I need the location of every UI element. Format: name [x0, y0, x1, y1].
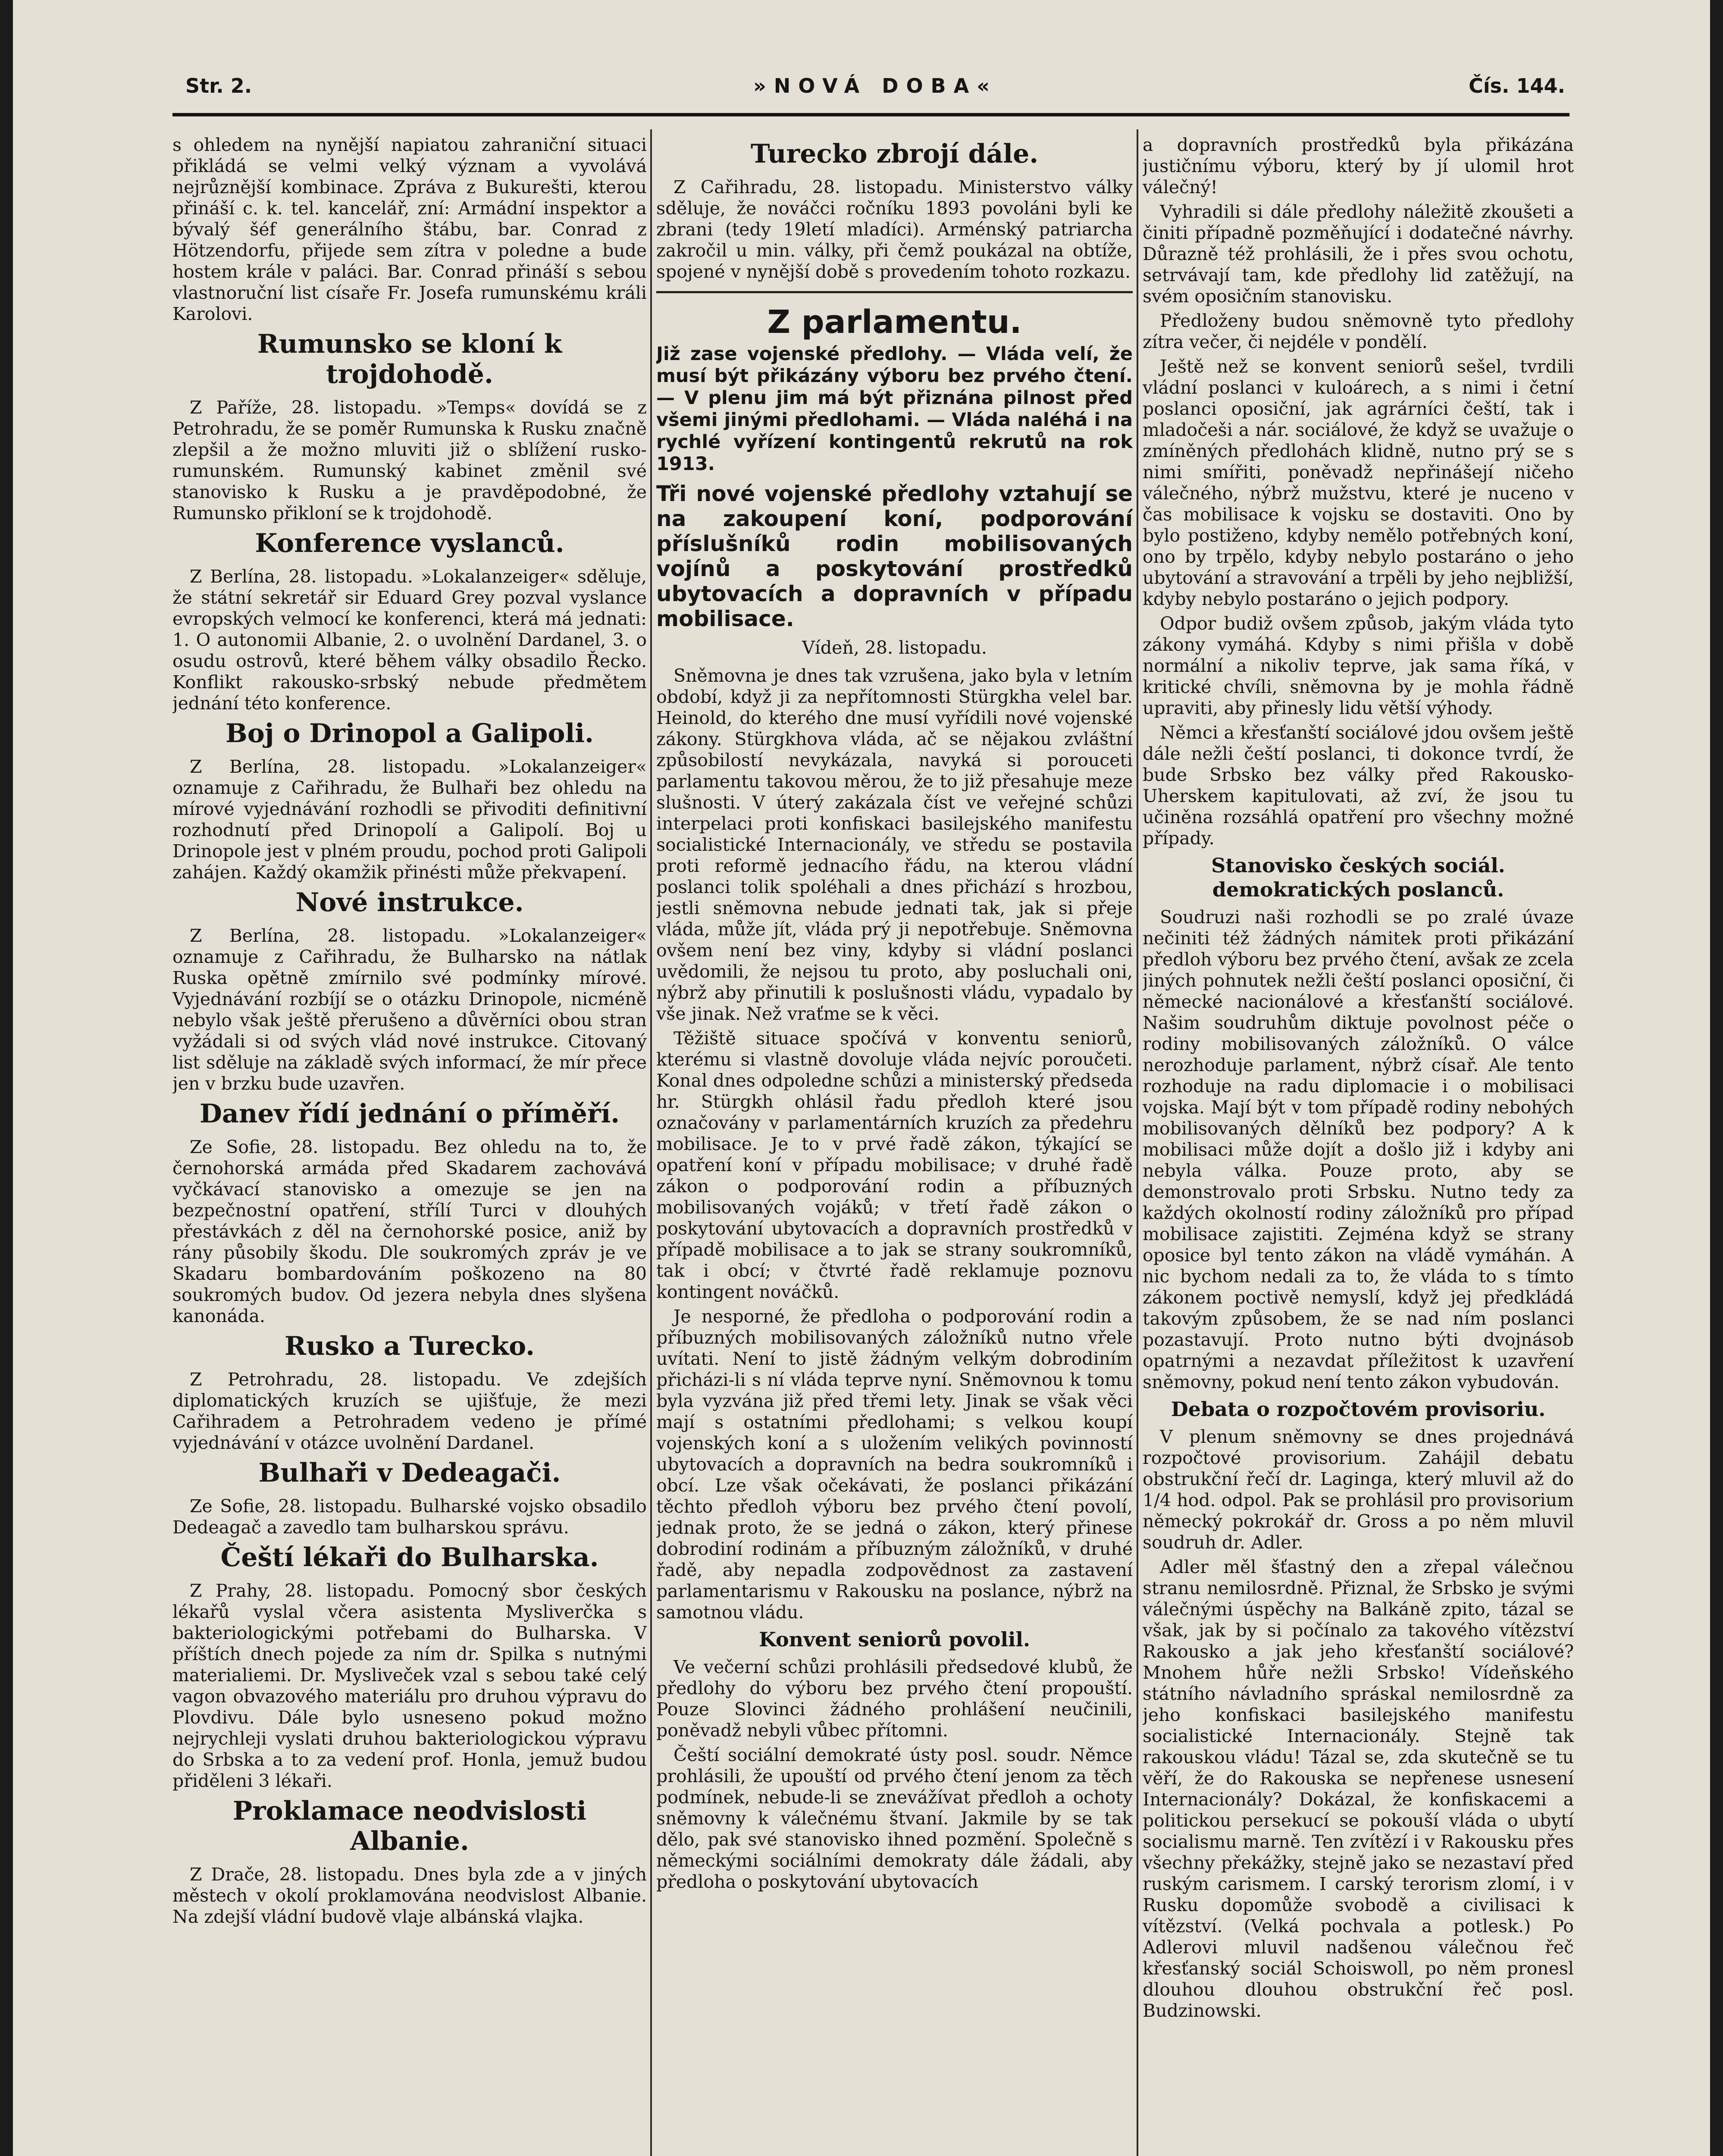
newspaper-title: »NOVÁ DOBA« [753, 74, 997, 97]
article-paragraph: Z Petrohradu, 28. listopadu. Ve zdejších diplomatických kruzích se ujišťuje, že mezi Cařihradem a Petrohradem vedeno je přímé vyjednávání v otázce uvolnění Dardanel. [172, 1369, 647, 1453]
article-paragraph: Předloženy budou sněmovně tyto předlohy zítra večer, či nejdéle v pondělí. [1143, 310, 1574, 352]
article-paragraph: Němci a křesťanští sociálové jdou ovšem ještě dále nežli čeští poslanci, ti dokonce tvrdí, že bude Srbsko bez války před Rakousko-Uherskem kapitulovati, až zví, že jsou tu učiněna rozsáhlá opatření pro všechny možné případy. [1143, 722, 1574, 849]
article-paragraph: Ze Sofie, 28. listopadu. Bez ohledu na to, že černohorská armáda před Skadarem zachovává vyčkávací stanovisko a omezuje se jen na bezpečnostní opatření, střílí Turci v dlouhých přestávkách z děl na černohorské posice, aniž by rány působily škodu. Dle soukromých zpráv je ve Skadaru bombardováním poškozeno na 80 soukromých budov. Od jezera nebyla dnes slyšena kanonáda. [172, 1137, 647, 1326]
headline: Rusko a Turecko. [284, 1331, 535, 1361]
headline: Nové instrukce. [295, 887, 524, 918]
headline: Bulhaři v Dedeagači. [258, 1458, 561, 1488]
article-separator [656, 291, 1133, 293]
column-divider [650, 129, 652, 2156]
subheadline: Konvent seniorů povolil. [759, 1628, 1030, 1651]
scan-left-edge [0, 0, 13, 2156]
masthead [185, 74, 1565, 104]
article-paragraph: Z Drače, 28. listopadu. Dnes byla zde a v jiných městech v okolí proklamována neodvislost Albanie. Na zdejší vládní budově vlaje albánská vlajka. [172, 1864, 647, 1927]
article-paragraph: Z Prahy, 28. listopadu. Pomocný sbor českých lékařů vyslal včera asistenta Mysliverčka s bakteriologickými potřebami do Bulharska. V příštích dnech pojede za ním dr. Spilka s nutnými materialiemi. Dr. Mysliveček vzal s sebou také celý vagon obvazového materiálu pro druhou výpravu do Plovdivu. Dále bylo usneseno pokud možno nejrychleji vyslati druhou bakteriologickou výpravu do Srbska a to za vedení prof. Honla, jemuž budou přiděleni 3 lékaři. [172, 1580, 647, 1791]
article-paragraph: Sněmovna je dnes tak vzrušena, jako byla v letním období, když ji za nepřítomnosti Stürgkha velel bar. Heinold, do kterého dne musí vyřídili nové vojenské zákony. Stürgkhova vláda, ač se nějakou zvláštní způsobilostí nevykázala, navyká si porouceti parlamentu takovou měrou, že to již přesahuje meze slušnosti. V úterý zakázala číst ve veřejné schůzi interpelaci proti konfiskaci basilejského manifestu socialistické Internacionály, ve středu se postavila proti reformě jednacího řádu, na kterou vládní poslanci tolik spoléhali a dnes přichází s hrozbou, jestli sněmovna nebude jednati tak, jak si přeje vláda, může jít, vláda prý ji nepotřebuje. Sněmovna ovšem není bez viny, kdyby si vládní poslanci uvědomili, že nejsou tu proto, aby posluchali oni, nýbrž aby přinutili k poslušnosti vládu, vypadalo by vše jinak. Než vraťme se k věci. [656, 665, 1133, 1024]
headline: Danev řídí jednání o příměří. [199, 1099, 620, 1129]
article-paragraph: Je nesporné, že předloha o podporování rodin a příbuzných mobilisovaných záložníků nutno vřele uvítati. Není to jistě žádným velkým dobrodiním přicházi-li s ní vláda teprve nyní. Sněmovnou k tomu byla vyzvána již před třemi lety. Jinak se však věci mají s ostatními předlohami; s velkou koupí vojenských koní a s uložením velikých povinností ubytovacích a dopravních na bedra soukromníků i obcí. Lze však očekávati, že poslanci přikázání těchto předloh výboru bez prvého čtení povolí, jednak proto, že se jedná o zákon, který přinese dobrodiní rodinám a příbuzným záložníků, v druhé řadě, aby nepadla zodpovědnost za zastavení parlamentarismu v Rakousku na poslance, nýbrž na samotnou vládu. [656, 1306, 1133, 1623]
article-paragraph: Vyhradili si dále předlohy náležitě zkoušeti a činiti případně pozměňující i dodatečné návrhy. Důrazně též prohlásili, že i přes svou ochotu, setrvávají tam, kde předlohy lid zatěžují, na svém oposičním stanovisku. [1143, 201, 1574, 307]
article-paragraph: Z Paříže, 28. listopadu. »Temps« dovídá se z Petrohradu, že se poměr Rumunska k Rusku značně zlepšil a že možno mluviti již o sblížení rusko-rumunském. Rumunský kabinet změnil své stanovisko k Rusku a je pravděpodobné, že Rumunsko přikloní se k trojdohodě. [172, 397, 647, 523]
article-paragraph: Z Cařihradu, 28. listopadu. Ministerstvo války sděluje, že nováčci ročníku 1893 povoláni byli ke zbrani (tedy 19letí mladíci). Arménský patriarcha zakročil u min. války, při čemž poukázal na obtíže, spojené v nynější době s provedením tohoto rozkazu. [656, 177, 1133, 282]
article-paragraph: Odpor budiž ovšem způsob, jakým vláda tyto zákony vymáhá. Kdyby s nimi přišla v době normální a nikoliv teprve, jak sama říká, v kritické chvíli, sněmovna by je mohla řádně upraviti, aby přinesly lidu větší výhody. [1143, 613, 1574, 718]
headline: Rumunsko se kloní k trojdohodě. [257, 329, 562, 389]
article-paragraph: V plenum sněmovny se dnes projednává rozpočtové provisorium. Zahájil debatu obstrukční řečí dr. Laginga, který mluvil až do 1/4 hod. odpol. Pak se prohlásil pro provisorium německý pokrokář dr. Gross a po něm mluvil soudruh dr. Adler. [1143, 1426, 1574, 1553]
subheadline: Debata o rozpočtovém provisoriu. [1171, 1398, 1546, 1421]
subheadline: Stanovisko českých sociál. demokratických poslanců. [1211, 854, 1505, 901]
column-3 [1143, 135, 1574, 2156]
header-rule [172, 113, 1569, 116]
headline: Konference vyslanců. [255, 528, 564, 558]
article-paragraph: Čeští sociální demokraté ústy posl. soudr. Němce prohlásili, že upouští od prvého čtení jenom za těch podmínek, nebude-li se znevážívat předloh a ochoty sněmovny k válečnému štvaní. Jakmile by se tak dělo, pak své stanovisko ihned pozmění. Společně s německými sociálními demokraty dále žádali, aby předloha o poskytování ubytovacích [656, 1745, 1133, 1892]
article-paragraph: Ve večerní schůzi prohlásili předsedové klubů, že předlohy do výboru bez prvého čtení propouští. Pouze Slovinci žádného prohlášení neučinili, poněvadž nebyli vůbec přítomni. [656, 1657, 1133, 1741]
article-paragraph: a dopravních prostředků byla přikázána justičnímu výboru, který by jí ulomil hrot válečný! [1143, 135, 1574, 197]
section-headline: Z parlamentu. [767, 304, 1022, 341]
headline: Čeští lékaři do Bulharska. [220, 1542, 599, 1573]
headline: Turecko zbrojí dále. [750, 139, 1039, 169]
dateline: Vídeň, 28. listopadu. [802, 637, 987, 658]
issue-number: Čís. 144. [1469, 74, 1565, 97]
article-paragraph: Ještě než se konvent seniorů sešel, tvrdili vládní poslanci v kuloárech, a s nimi i četní poslanci oposiční, jak agrárníci čeští, tak i mladočeši a nár. sociálové, že když se uvažuje o zmíněných předlohách klidně, nutno prý se s nimi smířiti, poněvadž nepřinášejí ničeho válečného, nýbrž mužstvu, které je nuceno v čas mobilisace k vojsku se dostaviti. Ono by bylo postiženo, kdyby nemělo potřebných koní, ono by trpělo, kdyby nebylo postaráno o jeho ubytování a stravování a trpěli by jeho nejbližší, kdyby nebylo postaráno o jejich podpory. [1143, 356, 1574, 609]
article-paragraph: Z Berlína, 28. listopadu. »Lokalanzeiger« oznamuje z Cařihradu, že Bulharsko na nátlak Ruska opětně zmírnilo své podmínky mírové. Vyjednávání rozbíjí se o otázku Drinopole, nicméně nebylo však ještě přerušeno a důvěrníci obou stran vyžádali si od svých vlád nové instrukce. Citovaný list sděluje na základě svých informací, že mír přece jen v brzku bude uzavřen. [172, 925, 647, 1094]
article-paragraph: Těžiště situace spočívá v konventu seniorů, kterému si vlastně dovoluje vláda nejvíc poroučeti. Konal dnes odpoledne schůzi a ministerský předseda hr. Stürgkh ohlásil řadu předloh které jsou označovány v parlamentárních kruzích za předehru mobilisace. Je to v prvé řadě zákon, týkající se opatření koní v případu mobilisace; v druhé řadě zákon o podporování rodin a příbuzných mobilisovaných vojáků; v třetí řadě zákon o poskytování ubytovacích a dopravních prostředků v případě mobilisace a to jak se strany soukromníků, tak i obcí; v čtvrté řadě reklamuje poznovu kontingent nováčků. [656, 1028, 1133, 1302]
lead-summary: Již zase vojenské předlohy. — Vláda velí, že musí být přikázány výboru bez prvého čtení. — V plenu jim má být přiznána pilnost před všemi jinými předlohami. — Vláda naléhá i na rychlé vyřízení kontingentů rekrutů na rok 1913. [656, 343, 1133, 475]
article-paragraph: s ohledem na nynější napiatou zahraniční situaci přikládá se velmi velký význam a vyvolává nejrůznější kombinace. Zpráva z Bukurešti, kterou přináší c. k. tel. kancelář, zní: Armádní inspektor a bývalý šéf generálního štábu, bar. Conrad z Hötzendorfu, přijede sem zítra v poledne a bude hostem krále v paláci. Bar. Conrad přináší s sebou vlastnoruční list císaře Fr. Josefa rumunskému králi Karolovi. [172, 135, 647, 324]
article-paragraph: Ze Sofie, 28. listopadu. Bulharské vojsko obsadilo Dedeagač a zavedlo tam bulharskou správu. [172, 1496, 647, 1538]
article-paragraph: Soudruzi naši rozhodli se po zralé úvaze nečiniti též žádných námitek proti přikázání předloh výboru bez prvého čtení, avšak ze zcela jiných pohnutek nežli čeští poslanci oposiční, či německé nacionálové a křesťanští sociálové. Našim soudruhům diktuje povolnost péče o rodiny mobilisovaných záložníků. O válce nerozhoduje parlament, nýbrž císař. Ale tento rozhoduje na radu diplomacie i o mobilisaci vojska. Mají být v tom případě rodiny nebohých mobilisovaných dělníků bez podpory? A k mobilisaci může dojít a došlo již i kdyby ani nebyla válka. Pouze proto, aby se demonstrovalo proti Srbsku. Nutno tedy za každých okolností rodiny záložníků pro případ mobilisace zajistiti. Zejména když se strany oposice byl tento zákon na vládě vymáhán. A nic bychom nedali za to, že vláda to s tímto zákonem poctivě nemyslí, když jej předkládá takovým způsobem, že se nad ním poslanci pozastavují. Proto nutno býti dvojnásob opatrnými a nezavdat příležitost k uzavření sněmovny, pokud není tento zákon vybudován. [1143, 907, 1574, 1392]
scan-right-edge [1710, 0, 1723, 2156]
column-divider [1137, 129, 1138, 2156]
headline: Boj o Drinopol a Galipoli. [226, 718, 594, 749]
column-1 [172, 135, 647, 2156]
article-paragraph: Z Berlína, 28. listopadu. »Lokalanzeiger« oznamuje z Cařihradu, že Bulhaři bez ohledu na mírové vyjednávání rozhodli se přivoditi definitivní rozhodnutí před Drinopolí a Galipolí. Boj u Drinopole jest v plném proudu, pochod proti Galipoli zahájen. Každý okamžik přinésti může překvapení. [172, 756, 647, 883]
highlight-summary: Tři nové vojenské předlohy vztahují se na zakoupení koní, podporování příslušníků rodin mobilisovaných vojínů a poskytování prostředků ubytovacích a dopravních v případu mobilisace. [656, 481, 1133, 631]
page-number: Str. 2. [185, 74, 252, 97]
headline: Proklamace neodvislosti Albanie. [232, 1796, 587, 1856]
article-paragraph: Adler měl šťastný den a zřepal válečnou stranu nemilosrdně. Přiznal, že Srbsko je svými válečnými úspěchy na Balkáně zpito, tázal se však, jak by si počínalo za takového vítězství Rakousko a jak jeho křesťanští sociálové? Mnohem hůře nežli Srbsko! Vídeňského státního návladního spráskal nemilosrdně za jeho konfiskaci basilejského manifestu socialistické Internacionály. Stejně tak rakouskou vládu! Tázal se, zda skutečně se tu věří, že do Rakouska se nepřenese usnesení Internacionály? Dokázal, že konfiskacemi a politickou persekucí se pokouší vláda o ubytí socialismu marně. Ten zvítězí i v Rakousku přes všechny překážky, stejně jako se nezastaví před ruským carismem. I carský terorism zlomí, i v Rusku dopomůže svobodě a civilisaci k vítězství. (Velká pochvala a potlesk.) Po Adlerovi mluvil nadšenou válečnou řeč křesťanský sociál Schoiswoll, po něm pronesl dlouhou dlouhou obstrukční řeč posl. Budzinowski. [1143, 1557, 1574, 2021]
article-paragraph: Z Berlína, 28. listopadu. »Lokalanzeiger« sděluje, že státní sekretář sir Eduard Grey pozval vyslance evropských velmocí ke konferenci, která má jednati: 1. O autonomii Albanie, 2. o uvolnění Dardanel, 3. o osudu ostrovů, které během války obsadilo Řecko. Konflikt rakousko-srbský nebude předmětem jednání této konference. [172, 566, 647, 714]
column-2 [656, 135, 1133, 2156]
